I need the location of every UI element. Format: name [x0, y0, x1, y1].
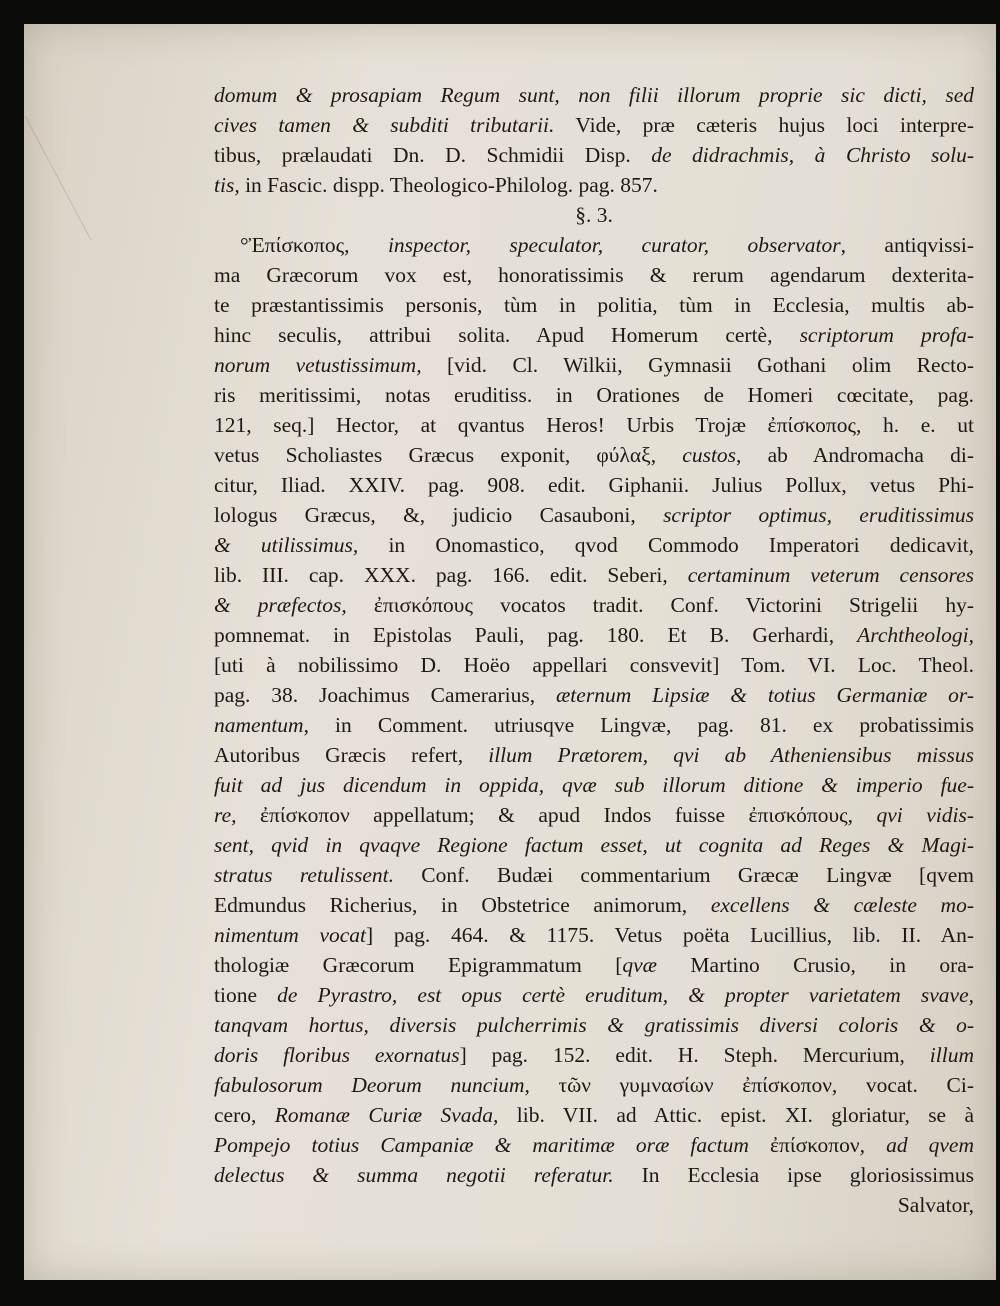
italic-text-segment: delectus & summa negotii referatur.	[214, 1163, 614, 1187]
italic-text-segment: de Pyrastro, est opus certè eruditum, & propter varietatem svave,	[277, 983, 974, 1007]
text-segment: lib. III. cap. XXX. pag. 166. edit. Seberi,	[214, 563, 688, 587]
text-line	[214, 320, 974, 350]
italic-text-segment: & præfectos,	[214, 593, 347, 617]
page-crease	[25, 88, 145, 240]
text-segment: ma Græcorum vox est, honoratissimis & rerum agendarum dexterita-	[214, 263, 974, 287]
italic-text-segment: qvæ	[622, 953, 658, 977]
text-segment: Martino Crusio, in ora-	[657, 953, 974, 977]
italic-text-segment: & utilissimus,	[214, 533, 359, 557]
italic-text-segment: illum	[929, 1043, 974, 1067]
text-line	[214, 1010, 974, 1040]
italic-text-segment: namentum	[214, 713, 304, 737]
italic-text-segment: de didrachmis, à Christo solu-	[651, 143, 974, 167]
text-segment: pomnemat. in Epistolas Pauli, pag. 180. Et B. Gerhardi,	[214, 623, 858, 647]
text-segment: hinc seculis, attribui solita. Apud Homerum certè,	[214, 323, 800, 347]
text-line	[214, 560, 974, 590]
text-segment: lib. VII. ad Attic. epist. XI. gloriatur, se à	[498, 1103, 974, 1127]
italic-text-segment: fabulosorum Deorum nuncium,	[214, 1073, 530, 1097]
italic-text-segment: scriptorum profa-	[799, 323, 974, 347]
italic-text-segment: fuit ad jus dicendum in oppida, qvæ sub illorum ditione & imperio fue-	[214, 773, 974, 797]
italic-text-segment: nimentum vocat	[214, 923, 367, 947]
page-text-block	[214, 80, 974, 1220]
text-segment: lologus Græcus, &, judicio Casauboni,	[214, 503, 664, 527]
text-segment: in Fascic. dispp. Theologico-Philolog. pag. 857.	[239, 173, 658, 197]
text-segment: , ab Andromacha di-	[736, 443, 974, 467]
text-segment: in Onomastico, qvod Commodo Imperatori dedicavit,	[358, 533, 974, 557]
text-line	[214, 380, 974, 410]
italic-text-segment: domum & prosapiam Regum sunt, non filii illorum proprie sic dicti, sed	[214, 83, 974, 107]
book-page	[24, 24, 996, 1280]
text-line	[214, 950, 974, 980]
text-line	[214, 770, 974, 800]
text-segment: Edmundus Richerius, in Obstetrice animorum,	[214, 893, 711, 917]
text-line	[214, 1100, 974, 1130]
text-line	[214, 860, 974, 890]
italic-text-segment: Pompejo totius Campaniæ & maritimæ oræ factum	[214, 1133, 770, 1157]
text-segment: τῶν γυμνασίων ἐπίσκοπον, vocat. Ci-	[529, 1073, 974, 1097]
text-line	[214, 350, 974, 380]
italic-text-segment: , ad qvem	[859, 1133, 974, 1157]
text-segment: ἐπίσκοπον appellatum; & apud Indos fuisse ἐπισκόπους,	[236, 803, 877, 827]
text-line	[214, 1040, 974, 1070]
text-segment: te præstantissimis personis, tùm in politia, tùm in Ecclesia, multis ab-	[214, 293, 974, 317]
italic-text-segment: custos	[682, 443, 737, 467]
text-segment: [uti à nobilissimo D. Hoëo appellari consvevit] Tom. VI. Loc. Theol.	[214, 653, 974, 677]
italic-text-segment: tanqvam hortus, diversis pulcherrimis & gratissimis diversi coloris & o-	[214, 1013, 974, 1037]
text-line	[214, 470, 974, 500]
text-line	[214, 170, 974, 200]
text-line	[214, 110, 974, 140]
text-line	[214, 680, 974, 710]
text-segment: Salvator,	[897, 1193, 974, 1217]
text-line	[214, 890, 974, 920]
italic-text-segment: illum Prætorem, qvi ab Atheniensibus missus	[488, 743, 974, 767]
italic-text-segment: inspector, speculator, curator, observator	[387, 233, 841, 257]
italic-text-segment: æternum Lipsiæ & totius Germaniæ or-	[555, 683, 974, 707]
text-segment: tibus, prælaudati Dn. D. Schmidii Disp.	[214, 143, 652, 167]
text-segment: vetus Scholiastes Græcus exponit, φύλαξ,	[214, 443, 683, 467]
text-segment: , in Comment. utriusqve Lingvæ, pag. 81. ex probatissimis	[303, 713, 974, 737]
italic-text-segment: scriptor optimus, eruditissimus	[663, 503, 974, 527]
italic-text-segment: sent, qvid in qvaqve Regione factum esset, ut cognita ad Reges & Magi-	[214, 833, 974, 857]
text-line	[214, 230, 974, 260]
text-line	[214, 710, 974, 740]
italic-text-segment: doris floribus exornatus	[214, 1043, 460, 1067]
text-segment: pag. 38. Joachimus Camerarius,	[214, 683, 556, 707]
text-segment: In Ecclesia ipse gloriosissimus	[613, 1163, 974, 1187]
text-segment: ] pag. 464. & 1175. Vetus poëta Lucillius, lib. II. An-	[366, 923, 974, 947]
text-line	[214, 1160, 974, 1190]
text-segment: °Ἐπίσκοπος,	[240, 233, 388, 257]
text-segment: tione	[214, 983, 278, 1007]
italic-text-segment: Romanæ Curiæ Svada,	[274, 1103, 499, 1127]
text-segment: ἐπισκόπους vocatos tradit. Conf. Victorini Strigelii hy-	[346, 593, 974, 617]
text-line	[214, 410, 974, 440]
text-segment: , antiqvissi-	[840, 233, 974, 257]
italic-text-segment: stratus retulissent.	[214, 863, 394, 887]
text-segment: Vide, præ cæteris hujus loci interpre-	[554, 113, 974, 137]
text-line	[214, 1130, 974, 1160]
text-line	[214, 740, 974, 770]
text-line	[214, 650, 974, 680]
text-line	[214, 440, 974, 470]
italic-text-segment: Archtheologi,	[857, 623, 974, 647]
text-segment: thologiæ Græcorum Epigrammatum [	[214, 953, 623, 977]
text-line	[214, 1190, 974, 1220]
italic-text-segment: cives tamen & subditi tributarii.	[214, 113, 555, 137]
text-line	[214, 830, 974, 860]
text-segment: cero,	[214, 1103, 275, 1127]
italic-text-segment: tis,	[214, 173, 240, 197]
italic-text-segment: certaminum veterum censores	[687, 563, 974, 587]
text-segment: ἐπίσκοπον	[769, 1133, 860, 1157]
text-segment: Conf. Budæi commentarium Græcæ Lingvæ [qvem	[394, 863, 974, 887]
text-segment: ] pag. 152. edit. H. Steph. Mercurium,	[459, 1043, 930, 1067]
italic-text-segment: qvi vidis-	[876, 803, 974, 827]
text-line	[214, 290, 974, 320]
text-line	[214, 1070, 974, 1100]
text-line	[214, 500, 974, 530]
text-segment: ris meritissimi, notas eruditiss. in Orationes de Homeri cœcitate, pag.	[214, 383, 974, 407]
text-segment: Autoribus Græcis refert,	[214, 743, 489, 767]
text-line	[214, 140, 974, 170]
text-segment: 121, seq.] Hector, at qvantus Heros! Urbis Trojæ ἐπίσκοπος, h. e. ut	[214, 413, 974, 437]
text-line	[214, 590, 974, 620]
text-line	[214, 980, 974, 1010]
text-segment: [vid. Cl. Wilkii, Gymnasii Gothani olim Recto-	[421, 353, 974, 377]
text-line	[214, 530, 974, 560]
text-line	[214, 260, 974, 290]
italic-text-segment: norum vetustissimum,	[214, 353, 422, 377]
italic-text-segment: re,	[214, 803, 237, 827]
italic-text-segment: excellens & cæleste mo-	[710, 893, 974, 917]
text-line	[214, 80, 974, 110]
text-line	[214, 920, 974, 950]
text-line	[214, 620, 974, 650]
text-line	[214, 200, 974, 230]
text-segment: citur, Iliad. XXIV. pag. 908. edit. Giphanii. Julius Pollux, vetus Phi-	[214, 473, 974, 497]
text-segment: §. 3.	[575, 203, 613, 227]
text-line	[214, 800, 974, 830]
